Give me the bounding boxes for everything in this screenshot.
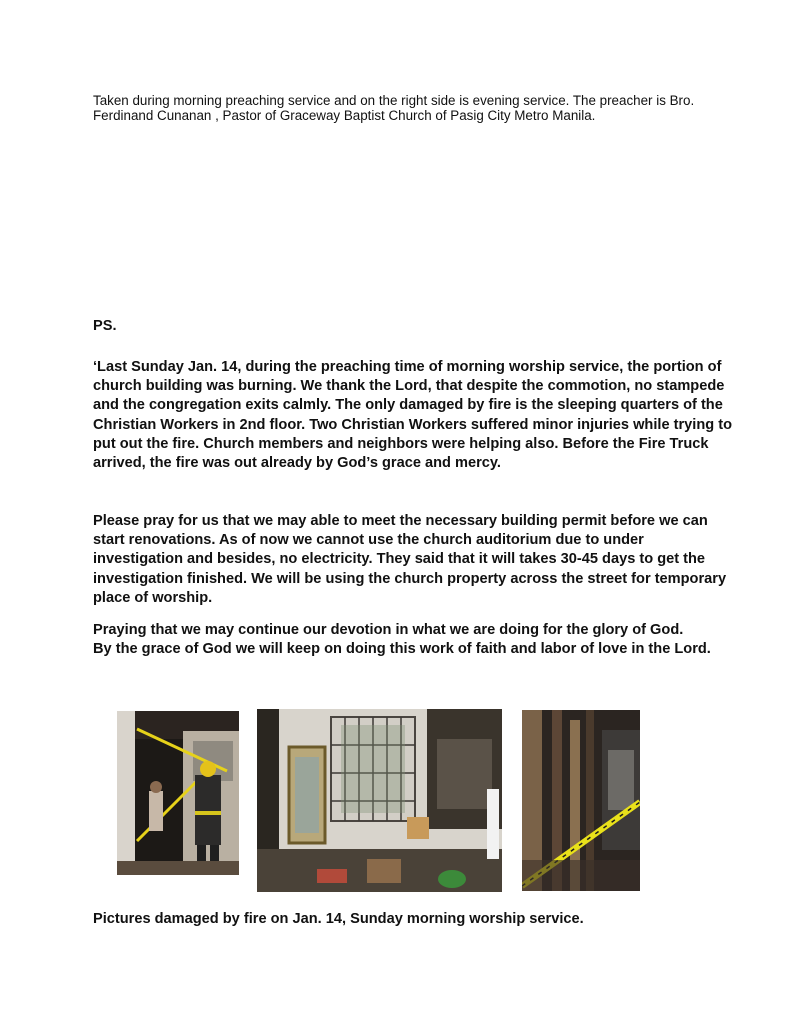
paragraph-text: By the grace of God we will keep on doing this work of faith and labor of love in the Lord.: [93, 641, 711, 658]
photos-caption: Pictures damaged by fire on Jan. 14, Sunday morning worship service.: [93, 911, 584, 927]
paragraph-text: ‘Last Sunday Jan. 14, during the preaching time of morning worship service, the portion of church building was burning. We thank the Lord, that despite the commotion, no stampede and the congregation exits calmly. The only damaged by fire is the sleeping quarters of the Christian Workers in 2nd floor. Two Christian Workers suffered minor injuries while trying to put out the fire. Church members and neighbors were helping also. Before the Fire Truck arrived, the fire was out already by God’s grace and mercy.: [93, 359, 732, 472]
photo-damaged-room-image: [257, 709, 502, 892]
photo-firefighter-doorway: [117, 711, 239, 875]
photo-burnt-doorway: [522, 710, 640, 891]
photo-firefighter-doorway-image: [117, 711, 239, 875]
paragraph-fire-report: [93, 358, 733, 473]
ps-heading: PS.: [93, 318, 117, 334]
photo-burnt-doorway-image: [522, 710, 640, 891]
photo-damaged-room: [257, 709, 502, 892]
paragraph-text: Please pray for us that we may able to meet the necessary building permit before we can start renovations. As of now we cannot use the church auditorium due to under investigation and besides, no electricity. They said that it will takes 30-45 days to get the investigation finished. We will be using the church property across the street for temporary place of worship.: [93, 513, 727, 606]
top-caption: Taken during morning preaching service and on the right side is evening service. The preacher is Bro. Ferdinand Cunanan , Pastor of Graceway Baptist Church of Pasig City Metro Manila.: [93, 93, 695, 123]
paragraph-text: Praying that we may continue our devotion in what we are doing for the glory of God.: [93, 622, 684, 638]
paragraph-prayer-request: [93, 512, 733, 608]
paragraph-closing: [93, 621, 733, 659]
